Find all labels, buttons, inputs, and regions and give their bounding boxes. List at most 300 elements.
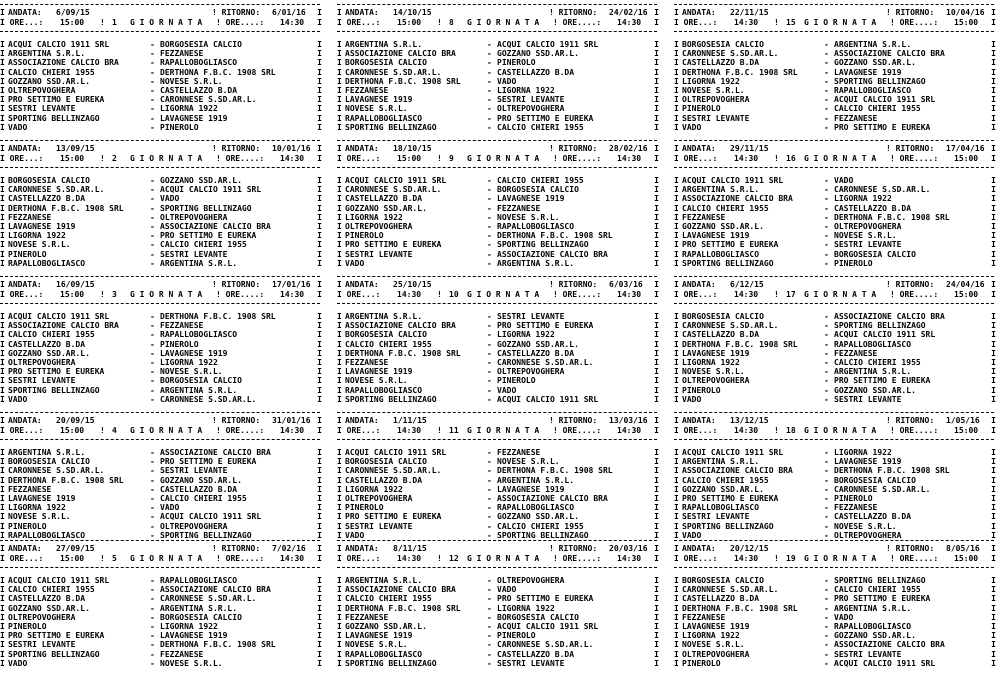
match-dash: - — [150, 622, 155, 631]
match-dash: - — [150, 176, 155, 185]
away-team: ACQUI CALCIO 1911 SRL — [160, 185, 262, 195]
match-dash: - — [824, 312, 829, 321]
bang: ! — [437, 290, 442, 299]
home-team: VADO — [345, 530, 365, 540]
match-dash: - — [150, 466, 155, 476]
round-header-times — [674, 154, 996, 164]
frame-bar: I — [674, 494, 679, 503]
away-team: ARGENTINA S.R.L. — [834, 603, 912, 613]
frame-bar: I — [674, 58, 679, 68]
match-dash: - — [150, 122, 155, 132]
frame-bar: I — [0, 603, 5, 613]
round-header-dates — [337, 416, 659, 426]
giornata-label: G I O R N A T A — [804, 426, 877, 435]
ritorno-date: 7/02/16 — [272, 544, 306, 553]
home-team: DERTHONA F.B.C. 1908 SRL — [345, 76, 461, 86]
home-team: LAVAGNESE 1919 — [345, 95, 413, 105]
match-dash: - — [487, 122, 492, 132]
away-team: LAVAGNESE 1919 — [160, 631, 228, 641]
frame-bar: I — [317, 113, 322, 123]
away-team: LIGORNA 1922 — [834, 448, 892, 457]
round-header-times — [337, 554, 659, 564]
separator-line — [0, 412, 320, 413]
home-team: OLTREPOVOGHERA — [8, 612, 76, 622]
ore-andata: 14:30 — [397, 554, 422, 563]
match-dash: - — [487, 86, 492, 95]
frame-bar: I — [337, 203, 342, 213]
separator-line — [337, 412, 657, 413]
match-dash: - — [487, 76, 492, 86]
ore-label-2: ! ORE....: — [890, 426, 939, 435]
match-dash: - — [150, 58, 155, 68]
away-team: FEZZANESE — [834, 503, 878, 513]
frame-bar: I — [0, 76, 5, 86]
round-header-times — [0, 554, 322, 564]
home-team: OLTREPOVOGHERA — [8, 86, 76, 95]
away-team: SPORTING BELLINZAGO — [834, 321, 926, 331]
frame-bar: I — [0, 394, 5, 404]
home-team: PINEROLO — [682, 385, 721, 395]
home-team: ARGENTINA S.R.L. — [345, 312, 423, 321]
match-dash: - — [824, 512, 829, 522]
match-dash: - — [150, 503, 155, 513]
frame-bar: I — [337, 8, 342, 17]
frame-bar: I — [654, 258, 659, 268]
frame-bar: I — [674, 113, 679, 123]
away-team: CALCIO CHIERI 1955 — [160, 240, 247, 250]
andata-label: ANDATA: — [345, 144, 379, 153]
away-team: VADO — [497, 76, 517, 86]
frame-bar: I — [0, 40, 5, 49]
away-team: RAPALLOBOGLIASCO — [834, 339, 912, 349]
ore-ritorno: 14:30 — [280, 154, 305, 163]
frame-bar: I — [991, 339, 996, 349]
frame-bar: I — [991, 212, 996, 222]
home-team: PRO SETTIMO E EUREKA — [8, 367, 105, 377]
frame-bar: I — [991, 367, 996, 377]
frame-bar: I — [654, 457, 659, 467]
separator-line — [0, 167, 320, 168]
frame-bar: I — [991, 457, 996, 467]
away-team: RAPALLOBOGLIASCO — [497, 222, 575, 231]
away-team: GOZZANO SSD.AR.L. — [160, 176, 242, 185]
frame-bar: I — [317, 194, 322, 204]
away-team: VADO — [160, 503, 180, 513]
frame-bar: I — [654, 416, 659, 425]
frame-bar: I — [654, 466, 659, 476]
frame-bar: I — [337, 339, 342, 349]
round-header-times — [674, 426, 996, 436]
round-header-dates — [674, 544, 996, 554]
frame-bar: I — [317, 290, 322, 299]
round-header-times — [674, 290, 996, 300]
frame-bar: I — [0, 358, 5, 367]
frame-bar: I — [337, 376, 342, 386]
frame-bar: I — [337, 95, 342, 105]
away-team: SPORTING BELLINZAGO — [160, 203, 252, 213]
match-dash: - — [824, 457, 829, 467]
frame-bar: I — [674, 95, 679, 105]
frame-bar: I — [991, 18, 996, 27]
round-number: 19 — [786, 554, 796, 563]
frame-bar: I — [674, 194, 679, 204]
frame-bar: I — [654, 95, 659, 105]
frame-bar: I — [991, 416, 996, 425]
frame-bar: I — [0, 640, 5, 650]
frame-bar: I — [654, 49, 659, 59]
frame-bar: I — [991, 554, 996, 563]
away-team: FEZZANESE — [834, 113, 878, 123]
away-team: LIGORNA 1922 — [834, 194, 892, 204]
frame-bar: I — [991, 348, 996, 358]
frame-bar: I — [317, 76, 322, 86]
frame-bar: I — [991, 231, 996, 241]
ore-ritorno: 14:30 — [617, 18, 642, 27]
separator-line — [337, 4, 657, 5]
round-header-dates — [674, 144, 996, 154]
frame-bar: I — [317, 58, 322, 68]
away-team: OLTREPOVOGHERA — [160, 212, 228, 222]
home-team: RAPALLOBOGLIASCO — [682, 249, 760, 259]
round-header-dates — [674, 416, 996, 426]
match-dash: - — [824, 622, 829, 631]
ore-ritorno: 14:30 — [617, 426, 642, 435]
home-team: NOVESE S.R.L. — [682, 86, 745, 95]
separator-line — [674, 4, 994, 5]
away-team: PRO SETTIMO E EUREKA — [497, 113, 594, 123]
frame-bar: I — [654, 576, 659, 585]
match-dash: - — [150, 348, 155, 358]
giornata-label: G I O R N A T A — [467, 154, 540, 163]
frame-bar: I — [991, 658, 996, 668]
ritorno-label: ! RITORNO: — [886, 544, 935, 553]
ritorno-label: ! RITORNO: — [886, 8, 935, 17]
separator-line — [674, 303, 994, 304]
match-dash: - — [824, 185, 829, 195]
away-team: PRO SETTIMO E EUREKA — [497, 321, 594, 331]
round-header-dates — [674, 8, 996, 18]
frame-bar: I — [674, 394, 679, 404]
home-team: VADO — [682, 122, 702, 132]
away-team: ARGENTINA S.R.L. — [834, 40, 912, 49]
frame-bar: I — [0, 231, 5, 241]
away-team: LIGORNA 1922 — [497, 330, 555, 340]
frame-bar: I — [654, 649, 659, 659]
bang: ! — [100, 290, 105, 299]
home-team: ARGENTINA S.R.L. — [682, 185, 760, 195]
match-dash: - — [824, 631, 829, 641]
frame-bar: I — [991, 113, 996, 123]
andata-date: 8/11/15 — [393, 544, 427, 553]
frame-bar: I — [654, 475, 659, 485]
home-team: GOZZANO SSD.AR.L. — [8, 76, 90, 86]
home-team: ACQUI CALCIO 1911 SRL — [8, 576, 110, 585]
andata-label: ANDATA: — [8, 544, 42, 553]
match-dash: - — [824, 576, 829, 585]
home-team: BORGOSESIA CALCIO — [345, 330, 427, 340]
match-dash: - — [487, 358, 492, 367]
frame-bar: I — [991, 376, 996, 386]
away-team: CASTELLAZZO B.DA — [160, 484, 238, 494]
andata-date: 27/09/15 — [56, 544, 95, 553]
andata-label: ANDATA: — [345, 280, 379, 289]
frame-bar: I — [0, 416, 5, 425]
round-number: 15 — [786, 18, 796, 27]
away-team: ARGENTINA S.R.L. — [497, 258, 575, 268]
separator-line — [337, 140, 657, 141]
match-dash: - — [150, 530, 155, 540]
home-team: RAPALLOBOGLIASCO — [345, 649, 423, 659]
home-team: DERTHONA F.B.C. 1908 SRL — [682, 339, 798, 349]
ore-label-2: ! ORE....: — [553, 554, 602, 563]
ore-label: I ORE...: — [337, 554, 381, 563]
separator-line — [0, 567, 320, 568]
separator-line — [337, 276, 657, 277]
frame-bar: I — [317, 394, 322, 404]
away-team: ASSOCIAZIONE CALCIO BRA — [160, 222, 271, 231]
frame-bar: I — [674, 457, 679, 467]
away-team: SESTRI LEVANTE — [497, 312, 565, 321]
home-team: LIGORNA 1922 — [682, 358, 740, 367]
frame-bar: I — [0, 494, 5, 503]
andata-label: ANDATA: — [8, 280, 42, 289]
ore-label: I ORE...: — [674, 426, 718, 435]
home-team: SESTRI LEVANTE — [682, 512, 750, 522]
home-team: CASTELLAZZO B.DA — [345, 475, 423, 485]
frame-bar: I — [674, 258, 679, 268]
frame-bar: I — [674, 503, 679, 513]
away-team: CALCIO CHIERI 1955 — [834, 358, 921, 367]
ore-ritorno: 14:30 — [280, 18, 305, 27]
frame-bar: I — [337, 185, 342, 195]
separator-line — [0, 303, 320, 304]
frame-bar: I — [337, 249, 342, 259]
away-team: ARGENTINA S.R.L. — [497, 475, 575, 485]
frame-bar: I — [317, 385, 322, 395]
frame-bar: I — [0, 194, 5, 204]
ritorno-date: 31/01/16 — [272, 416, 311, 425]
away-team: SPORTING BELLINZAGO — [497, 530, 589, 540]
frame-bar: I — [654, 58, 659, 68]
frame-bar: I — [0, 312, 5, 321]
frame-bar: I — [0, 484, 5, 494]
away-team: BORGOSESIA CALCIO — [834, 475, 916, 485]
ore-label: I ORE...: — [337, 154, 381, 163]
ore-ritorno: 14:30 — [280, 426, 305, 435]
ore-label: I ORE...: — [0, 154, 44, 163]
away-team: SPORTING BELLINZAGO — [834, 576, 926, 585]
frame-bar: I — [0, 95, 5, 105]
home-team: VADO — [682, 530, 702, 540]
away-team: OLTREPOVOGHERA — [834, 222, 902, 231]
frame-bar: I — [674, 612, 679, 622]
frame-bar: I — [991, 86, 996, 95]
match-dash: - — [824, 475, 829, 485]
ore-ritorno: 15:00 — [954, 290, 979, 299]
home-team: FEZZANESE — [345, 358, 389, 367]
separator-line — [0, 140, 320, 141]
frame-bar: I — [654, 367, 659, 377]
away-team: PRO SETTIMO E EUREKA — [834, 594, 931, 604]
frame-bar: I — [337, 58, 342, 68]
match-dash: - — [824, 95, 829, 105]
frame-bar: I — [317, 603, 322, 613]
bang: ! — [774, 18, 779, 27]
away-team: PINEROLO — [834, 494, 873, 503]
home-team: GOZZANO SSD.AR.L. — [345, 203, 427, 213]
home-team: LIGORNA 1922 — [8, 231, 66, 241]
home-team: SPORTING BELLINZAGO — [345, 658, 437, 668]
ore-label: I ORE...: — [0, 290, 44, 299]
bang: ! — [437, 154, 442, 163]
away-team: ASSOCIAZIONE CALCIO BRA — [160, 585, 271, 595]
home-team: OLTREPOVOGHERA — [8, 358, 76, 367]
match-dash: - — [487, 576, 492, 585]
match-dash: - — [824, 466, 829, 476]
home-team: CASTELLAZZO B.DA — [8, 594, 86, 604]
ore-ritorno: 14:30 — [280, 554, 305, 563]
frame-bar: I — [337, 194, 342, 204]
away-team: ACQUI CALCIO 1911 SRL — [160, 512, 262, 522]
match-dash: - — [487, 585, 492, 595]
frame-bar: I — [317, 104, 322, 114]
away-team: FEZZANESE — [497, 448, 541, 457]
ore-andata: 14:30 — [734, 554, 759, 563]
frame-bar: I — [0, 503, 5, 513]
frame-bar: I — [654, 484, 659, 494]
home-team: PINEROLO — [682, 104, 721, 114]
match-dash: - — [824, 49, 829, 59]
away-team: VADO — [834, 176, 854, 185]
giornata-label: G I O R N A T A — [804, 554, 877, 563]
andata-date: 13/12/15 — [730, 416, 769, 425]
frame-bar: I — [317, 512, 322, 522]
frame-bar: I — [991, 290, 996, 299]
away-team: BORGOSESIA CALCIO — [160, 612, 242, 622]
frame-bar: I — [337, 67, 342, 77]
home-team: FEZZANESE — [345, 86, 389, 95]
home-team: PRO SETTIMO E EUREKA — [8, 631, 105, 641]
bang: ! — [100, 18, 105, 27]
match-dash: - — [487, 484, 492, 494]
frame-bar: I — [337, 76, 342, 86]
away-team: LAVAGNESE 1919 — [834, 457, 902, 467]
frame-bar: I — [0, 466, 5, 476]
home-team: LAVAGNESE 1919 — [345, 631, 413, 641]
frame-bar: I — [991, 358, 996, 367]
ore-label: I ORE...: — [0, 554, 44, 563]
frame-bar: I — [317, 640, 322, 650]
home-team: SESTRI LEVANTE — [8, 640, 76, 650]
match-row — [337, 259, 659, 269]
frame-bar: I — [0, 240, 5, 250]
frame-bar: I — [337, 176, 342, 185]
frame-bar: I — [654, 512, 659, 522]
away-team: FEZZANESE — [497, 203, 541, 213]
away-team: SPORTING BELLINZAGO — [834, 76, 926, 86]
frame-bar: I — [654, 376, 659, 386]
home-team: SESTRI LEVANTE — [345, 521, 413, 531]
frame-bar: I — [991, 448, 996, 457]
frame-bar: I — [674, 466, 679, 476]
ore-ritorno: 15:00 — [954, 554, 979, 563]
match-dash: - — [824, 258, 829, 268]
frame-bar: I — [674, 76, 679, 86]
match-dash: - — [824, 367, 829, 377]
match-dash: - — [824, 448, 829, 457]
match-dash: - — [487, 339, 492, 349]
frame-bar: I — [0, 203, 5, 213]
home-team: VADO — [8, 658, 28, 668]
home-team: PINEROLO — [8, 249, 47, 259]
away-team: CARONNESE S.SD.AR.L. — [497, 640, 594, 650]
frame-bar: I — [337, 367, 342, 377]
home-team: CALCIO CHIERI 1955 — [8, 330, 95, 340]
away-team: CASTELLAZZO B.DA — [497, 67, 575, 77]
frame-bar: I — [654, 640, 659, 650]
away-team: CALCIO CHIERI 1955 — [497, 122, 584, 132]
match-dash: - — [824, 40, 829, 49]
match-dash: - — [487, 95, 492, 105]
match-dash: - — [487, 212, 492, 222]
ore-andata: 15:00 — [60, 426, 85, 435]
away-team: ARGENTINA S.R.L. — [160, 258, 238, 268]
home-team: GOZZANO SSD.AR.L. — [345, 622, 427, 631]
separator-line — [674, 567, 994, 568]
match-dash: - — [150, 321, 155, 331]
match-dash: - — [824, 122, 829, 132]
away-team: NOVESE S.R.L. — [160, 76, 223, 86]
away-team: CARONNESE S.SD.AR.L. — [160, 394, 257, 404]
frame-bar: I — [654, 212, 659, 222]
match-dash: - — [487, 658, 492, 668]
match-dash: - — [150, 95, 155, 105]
match-dash: - — [487, 330, 492, 340]
home-team: PINEROLO — [682, 658, 721, 668]
frame-bar: I — [337, 640, 342, 650]
home-team: CASTELLAZZO B.DA — [8, 339, 86, 349]
frame-bar: I — [317, 122, 322, 132]
away-team: VADO — [834, 612, 854, 622]
frame-bar: I — [337, 448, 342, 457]
match-dash: - — [824, 104, 829, 114]
match-row — [674, 659, 996, 669]
frame-bar: I — [0, 86, 5, 95]
match-dash: - — [824, 503, 829, 513]
home-team: LAVAGNESE 1919 — [8, 494, 76, 503]
away-team: PRO SETTIMO E EUREKA — [834, 376, 931, 386]
frame-bar: I — [654, 530, 659, 540]
frame-bar: I — [0, 321, 5, 331]
away-team: NOVESE S.R.L. — [160, 367, 223, 377]
home-team: FEZZANESE — [682, 212, 726, 222]
frame-bar: I — [991, 176, 996, 185]
frame-bar: I — [654, 185, 659, 195]
andata-date: 1/11/15 — [393, 416, 427, 425]
round-header-dates — [0, 280, 322, 290]
home-team: ASSOCIAZIONE CALCIO BRA — [8, 321, 119, 331]
home-team: CALCIO CHIERI 1955 — [682, 475, 769, 485]
frame-bar: I — [0, 348, 5, 358]
away-team: ARGENTINA S.R.L. — [160, 385, 238, 395]
frame-bar: I — [337, 122, 342, 132]
frame-bar: I — [317, 249, 322, 259]
frame-bar: I — [654, 339, 659, 349]
ritorno-date: 6/03/16 — [609, 280, 643, 289]
home-team: ASSOCIAZIONE CALCIO BRA — [345, 49, 456, 59]
away-team: BORGOSESIA CALCIO — [160, 40, 242, 49]
match-dash: - — [150, 104, 155, 114]
